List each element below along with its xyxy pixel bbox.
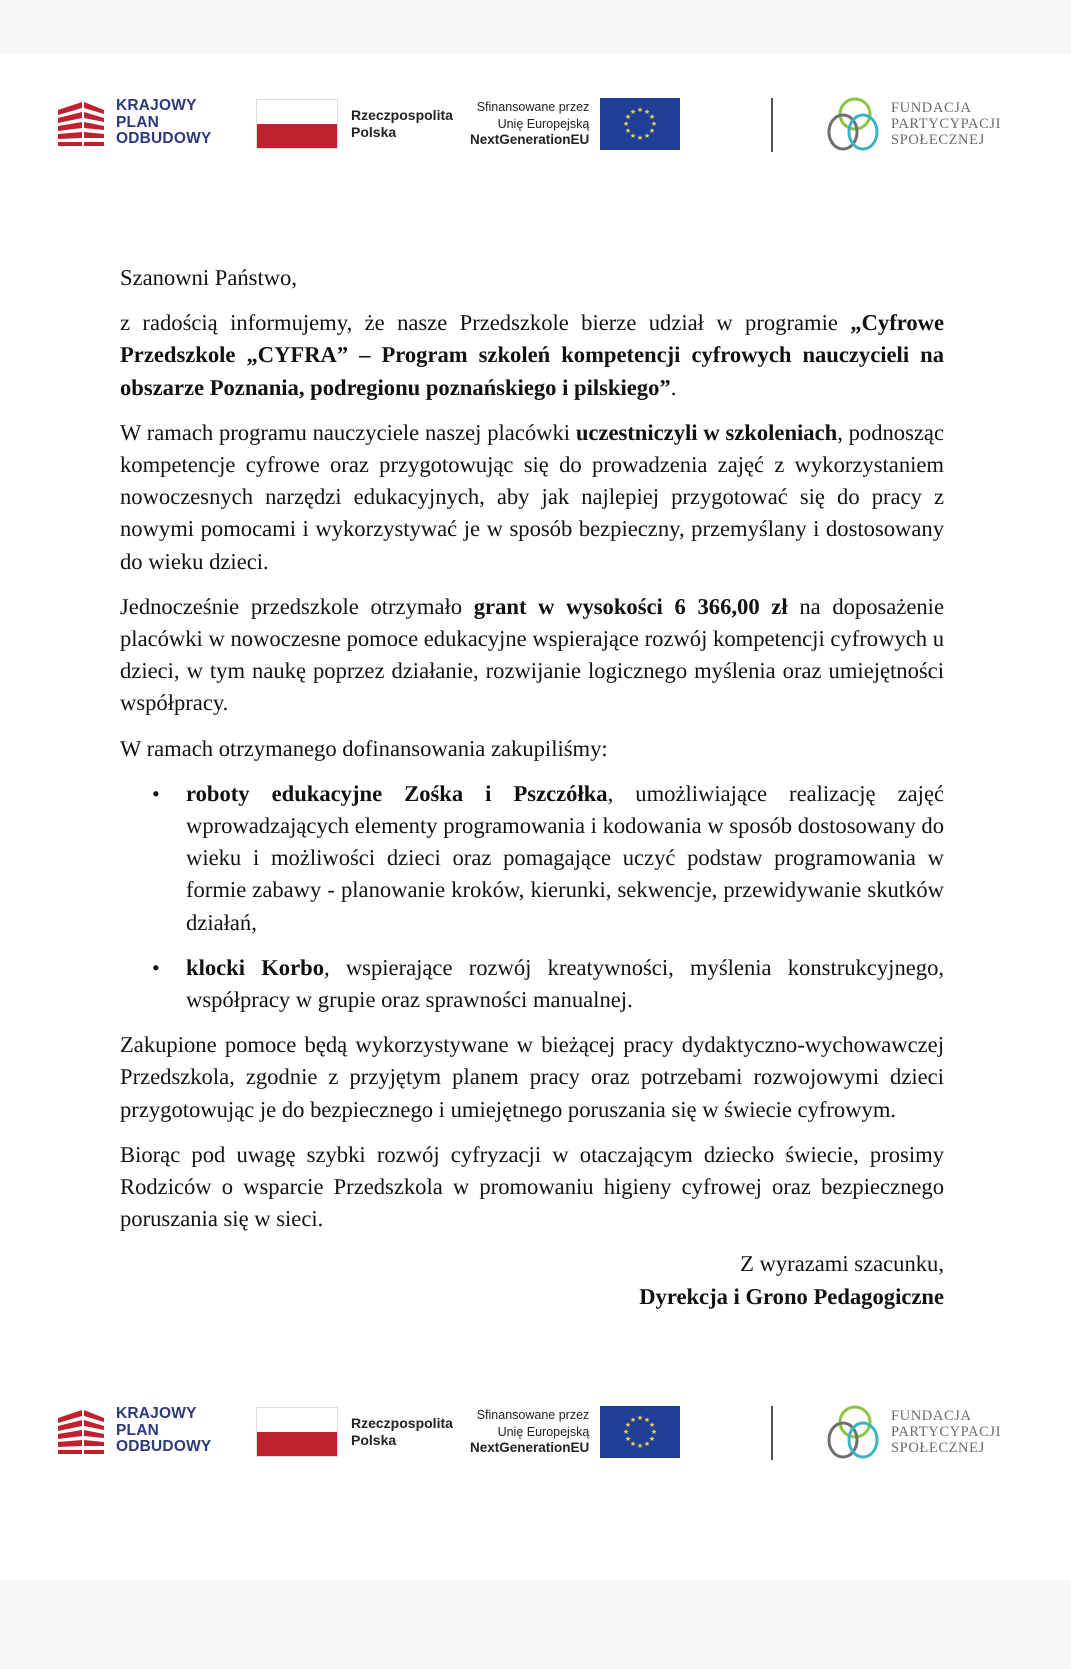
bullet-icon: •: [152, 780, 160, 806]
text: na doposażenie placówki w nowoczesne pomoce edukacyjne wspierające rozwój kompetencji cyfrowych u dzieci, w tym naukę poprzez działanie, rozwijanie logicznego myślenia oraz umiejętności współpracy.: [120, 593, 944, 716]
eu-flag-icon: [600, 1406, 680, 1458]
signature: [120, 1281, 944, 1313]
eu-text-line: NextGenerationEU: [470, 1440, 590, 1456]
svg-text:★: ★: [630, 1416, 637, 1424]
fps-text-line: FUNDACJA: [891, 100, 972, 116]
svg-text:★: ★: [651, 120, 658, 128]
kpo-building-icon: [56, 1406, 106, 1456]
svg-text:★: ★: [637, 1442, 644, 1450]
svg-text:★: ★: [630, 1440, 637, 1448]
signature-block: [120, 1248, 944, 1312]
polish-flag-icon: [256, 99, 338, 149]
paragraph-intro: [120, 307, 944, 404]
kpo-building-icon: [56, 98, 106, 148]
logo-divider: [771, 1406, 773, 1460]
fps-rings-icon: [823, 96, 887, 152]
rp-logo: [256, 99, 453, 149]
eu-text-line: Sfinansowane przez: [476, 1408, 590, 1423]
paragraph-purchases-intro: W ramach otrzymanego dofinansowania zakupiliśmy:: [120, 735, 608, 761]
purchased-items-list: [120, 778, 944, 1016]
fps-text-line: PARTYCYPACJI: [891, 116, 1002, 132]
svg-text:★: ★: [630, 132, 637, 140]
rp-text-line: Rzeczpospolita: [351, 107, 453, 123]
eu-logo: [470, 98, 680, 150]
eu-logo: [470, 1406, 680, 1458]
bold-text: uczestniczyli w szkoleniach: [575, 419, 838, 445]
rp-logo: [256, 1407, 453, 1457]
svg-text:★: ★: [644, 108, 651, 116]
eu-text-line: NextGenerationEU: [470, 132, 590, 148]
program-name: „Cyfrowe Przedszkole „CYFRA” – Program szkoleń kompetencji cyfrowych nauczycieli na obszarze Poznania, podregionu poznańskiego i pilskiego”: [120, 310, 944, 400]
logo-bar-footer: [0, 1400, 1071, 1470]
svg-text:★: ★: [649, 1421, 656, 1429]
fps-text-line: SPOŁECZNEJ: [891, 132, 985, 148]
text: , podnosząc kompetencje cyfrowe oraz przygotowując się do prowadzenia zajęć z wykorzystaniem nowoczesnych narzędzi edukacyjnych, aby jak najlepiej przygotować się do pracy z nowymi pomocami i wykorzystywać je w sposób bezpieczny, przemyślany i dostosowany do wieku dzieci.: [120, 419, 944, 574]
signature-text: Dyrekcja i Grono Pedagogiczne: [639, 1283, 944, 1309]
svg-text:★: ★: [637, 1414, 644, 1422]
fps-text-line: FUNDACJA: [891, 1408, 972, 1424]
rp-text-line: Rzeczpospolita: [351, 1415, 453, 1431]
kpo-text-line: KRAJOWY: [116, 1405, 197, 1423]
bullet-icon: •: [152, 954, 160, 980]
kpo-text-line: PLAN: [116, 113, 159, 131]
grant-amount: grant w wysokości 6 366,00 zł: [473, 593, 788, 619]
eu-flag-icon: [600, 98, 680, 150]
kpo-logo: [56, 98, 211, 148]
paragraph-grant: [120, 591, 944, 720]
closing: Z wyrazami szacunku,: [740, 1251, 944, 1277]
kpo-logo: [56, 1406, 211, 1456]
svg-text:★: ★: [649, 113, 656, 121]
fps-logo: [823, 1404, 1001, 1460]
svg-text:★: ★: [637, 106, 644, 114]
text: W ramach programu nauczyciele naszej placówki: [120, 419, 576, 445]
svg-text:★: ★: [625, 113, 632, 121]
item-description: , umożliwiające realizację zajęć wprowadzających elementy programowania i kodowania w sposób dostosowany do wieku i możliwości dzieci oraz pomagające uczyć podstaw programowania w formie zabawy - planowanie kroków, kierunki, sekwencje, przewidywanie skutków działań,: [186, 780, 944, 935]
svg-text:★: ★: [630, 108, 637, 116]
rp-text-line: Polska: [351, 124, 397, 140]
list-item: [152, 778, 944, 939]
kpo-text-line: ODBUDOWY: [116, 1438, 212, 1456]
fps-rings-icon: [823, 1404, 887, 1460]
list-item: [152, 952, 945, 1016]
paragraph-request: Biorąc pod uwagę szybki rozwój cyfryzacji w otaczającym dziecko świecie, prosimy Rodziców o wsparcie Przedszkola w promowaniu higieny cyfrowej oraz bezpiecznego poruszania się w sieci.: [120, 1141, 944, 1232]
text: Jednocześnie przedszkole otrzymało: [120, 593, 474, 619]
svg-text:★: ★: [637, 134, 644, 142]
svg-text:★: ★: [623, 1428, 630, 1436]
item-name: roboty edukacyjne Zośka i Pszczółka: [186, 780, 608, 806]
fps-logo: [823, 96, 1001, 152]
svg-text:★: ★: [625, 1435, 632, 1443]
kpo-text-line: KRAJOWY: [116, 97, 197, 115]
greeting: Szanowni Państwo,: [120, 265, 297, 290]
svg-text:★: ★: [649, 127, 656, 135]
paragraph-usage: Zakupione pomoce będą wykorzystywane w bieżącej pracy dydaktyczno-wychowawczej Przedszkola, zgodnie z przyjętym planem pracy oraz potrzebami rozwojowymi dzieci przygotowując je do bezpiecznego i umiejętnego poruszania się w świecie cyfrowym.: [120, 1032, 944, 1122]
eu-text-line: Sfinansowane przez: [476, 100, 590, 115]
text: z radością informujemy, że nasze Przedszkole bierze udział w programie: [120, 310, 851, 336]
kpo-text-line: ODBUDOWY: [116, 130, 212, 148]
svg-text:★: ★: [625, 1421, 632, 1429]
letter-body: [120, 262, 944, 1313]
logo-bar-header: [0, 92, 1071, 162]
polish-flag-icon: [256, 1407, 338, 1457]
svg-text:★: ★: [625, 127, 632, 135]
kpo-text-line: PLAN: [116, 1421, 159, 1439]
fps-text-line: PARTYCYPACJI: [891, 1424, 1002, 1440]
svg-text:★: ★: [649, 1435, 656, 1443]
fps-text-line: SPOŁECZNEJ: [891, 1440, 985, 1456]
paragraph-training: [120, 417, 944, 578]
item-description: , wspierające rozwój kreatywności, myślenia konstrukcyjnego, współpracy w grupie oraz sprawności manualnej.: [186, 954, 945, 1013]
svg-text:★: ★: [644, 1416, 651, 1424]
logo-divider: [771, 98, 773, 152]
svg-text:★: ★: [651, 1428, 658, 1436]
rp-text-line: Polska: [351, 1432, 397, 1448]
svg-text:★: ★: [644, 132, 651, 140]
svg-text:★: ★: [644, 1440, 651, 1448]
svg-text:★: ★: [623, 120, 630, 128]
item-name: klocki Korbo: [186, 954, 324, 980]
eu-text-line: Unię Europejską: [497, 116, 590, 131]
text: .: [670, 374, 677, 400]
eu-text-line: Unię Europejską: [497, 1424, 590, 1439]
